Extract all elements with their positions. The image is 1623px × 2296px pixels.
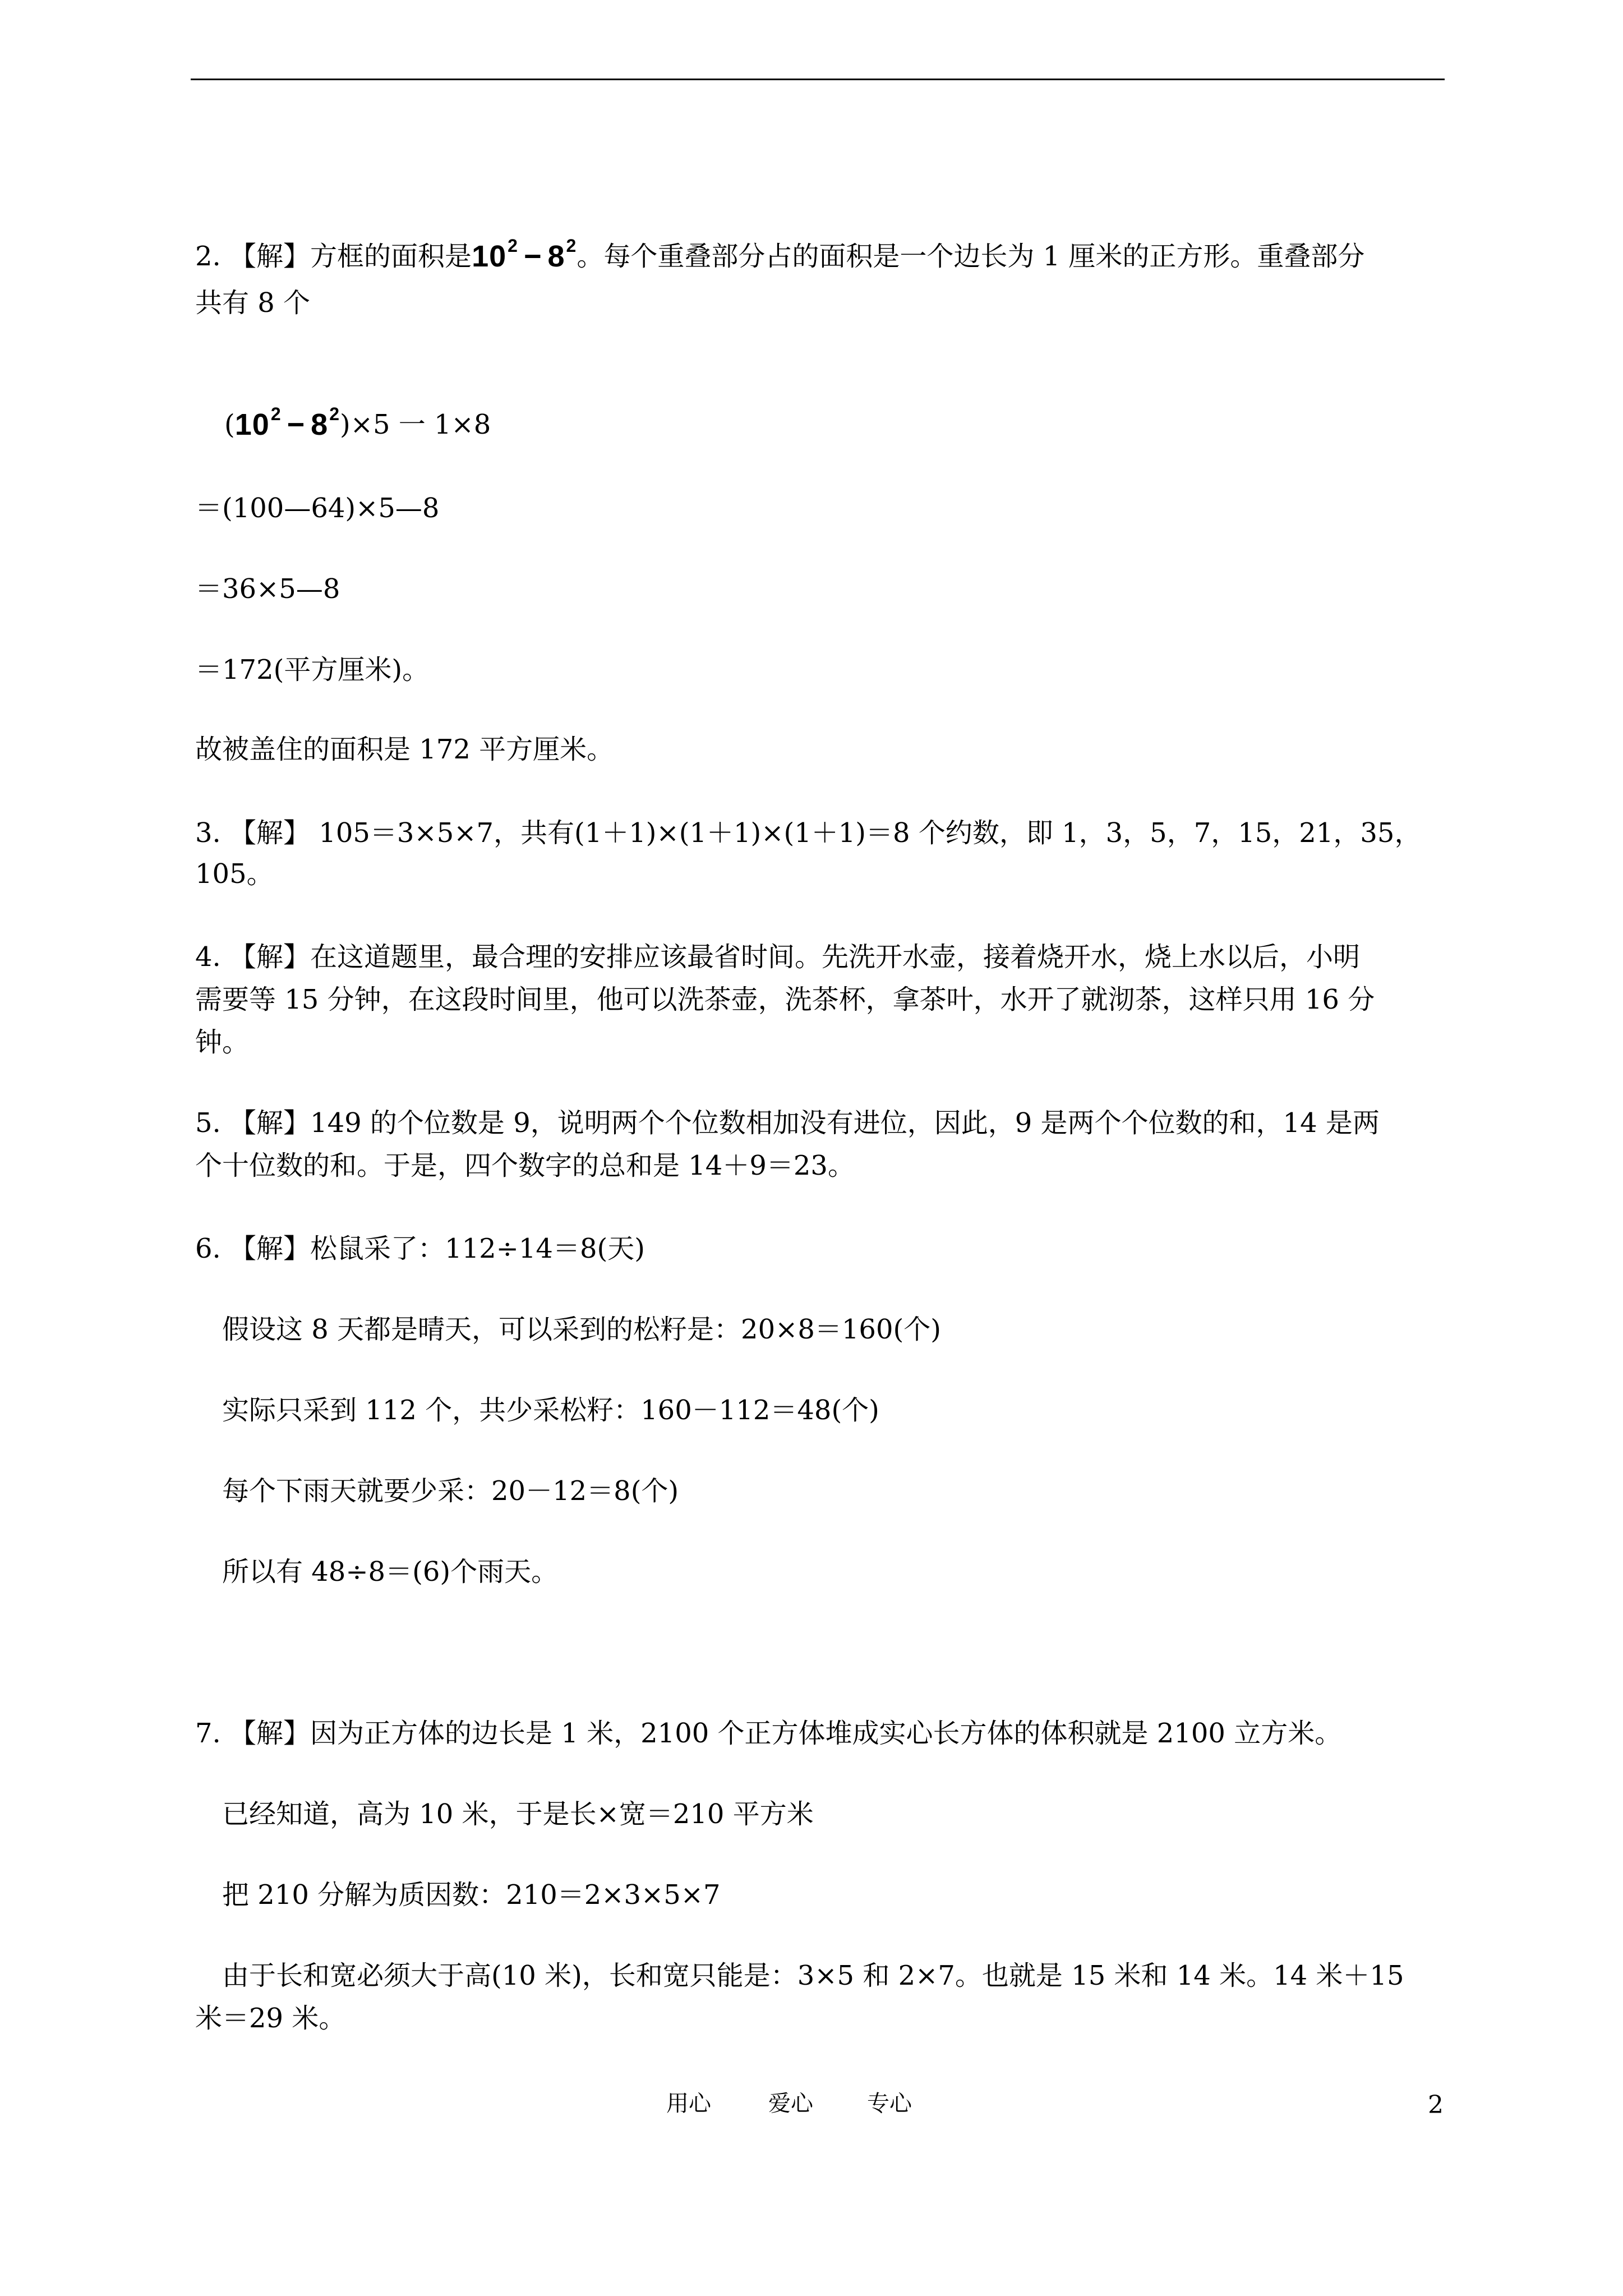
q5-line-2: 个十位数的和。于是，四个数字的总和是 14＋9＝23。 xyxy=(195,1150,855,1181)
q2-expression xyxy=(224,397,491,441)
q6-line-2: 假设这 8 天都是晴天，可以采到的松籽是：20×8＝160(个) xyxy=(222,1314,941,1345)
formula-base1: 10 xyxy=(234,408,270,441)
expr-open: ( xyxy=(224,409,235,440)
q7-line-3: 把 210 分解为质因数：210＝2×3×5×7 xyxy=(222,1879,721,1911)
formula-exp2: 2 xyxy=(329,404,340,424)
formula-base2: 8 xyxy=(547,240,565,273)
footer-text-1: 用心 xyxy=(666,2091,711,2116)
q2-step-3: ＝172(平方厘米)。 xyxy=(195,654,430,685)
q2-text-a: 2. 【解】方框的面积是 xyxy=(195,241,472,272)
q4-line-2: 需要等 15 分钟，在这段时间里，他可以洗茶壶，洗茶杯，拿茶叶，水开了就沏茶，这样只用 16 分 xyxy=(195,984,1375,1015)
formula-image xyxy=(472,229,577,273)
footer-text-2: 爱心 xyxy=(768,2091,813,2116)
q2-line-1 xyxy=(195,229,1364,273)
header-rule xyxy=(191,79,1445,80)
q2-conclusion: 故被盖住的面积是 172 平方厘米。 xyxy=(195,734,614,765)
q4-line-3: 钟。 xyxy=(195,1027,250,1058)
q7-line-1: 7. 【解】因为正方体的边长是 1 米，2100 个正方体堆成实心长方体的体积就是 2100 立方米。 xyxy=(195,1718,1342,1749)
q6-line-1: 6. 【解】松鼠采了：112÷14＝8(天) xyxy=(195,1233,645,1264)
q5-line-1: 5. 【解】149 的个位数是 9，说明两个个位数相加没有进位，因此，9 是两个个位数的和，14 是两 xyxy=(195,1107,1380,1139)
formula-op: − xyxy=(523,240,542,273)
q2-step-2: ＝36×5—8 xyxy=(195,573,340,605)
q7-line-2: 已经知道，高为 10 米，于是长×宽＝210 平方米 xyxy=(222,1798,814,1830)
formula-image xyxy=(235,397,340,441)
q3-line-2: 105。 xyxy=(195,858,274,890)
page-number: 2 xyxy=(1428,2091,1444,2119)
formula-base1: 10 xyxy=(472,240,507,273)
q6-line-3: 实际只采到 112 个，共少采松籽：160－112＝48(个) xyxy=(222,1395,879,1426)
q7-line-5: 米＝29 米。 xyxy=(195,2003,346,2034)
formula-exp1: 2 xyxy=(508,236,518,256)
formula-exp2: 2 xyxy=(566,236,577,256)
q3-line-1: 3. 【解】 105＝3×5×7，共有(1＋1)×(1＋1)×(1＋1)＝8 个约数，即 1，3，5，7，15，21，35， xyxy=(195,817,1422,849)
formula-base2: 8 xyxy=(311,408,329,441)
formula-op: − xyxy=(287,408,306,441)
q2-line-2: 共有 8 个 xyxy=(195,287,311,319)
footer-text-3: 专心 xyxy=(867,2091,912,2116)
expr-rest: )×5 一 1×8 xyxy=(340,409,491,440)
q6-line-5: 所以有 48÷8＝(6)个雨天。 xyxy=(222,1556,559,1588)
q7-line-4: 由于长和宽必须大于高(10 米)，长和宽只能是：3×5 和 2×7。也就是 15 米和 14 米。14 米＋15 xyxy=(222,1960,1404,1991)
q4-line-1: 4. 【解】在这道题里，最合理的安排应该最省时间。先洗开水壶，接着烧开水，烧上水以后，小明 xyxy=(195,941,1361,973)
q2-step-1: ＝(100—64)×5—8 xyxy=(195,493,440,524)
q6-line-4: 每个下雨天就要少采：20－12＝8(个) xyxy=(222,1475,679,1507)
q2-text-b: 。每个重叠部分占的面积是一个边长为 1 厘米的正方形。重叠部分 xyxy=(577,241,1365,272)
formula-exp1: 2 xyxy=(270,404,282,424)
